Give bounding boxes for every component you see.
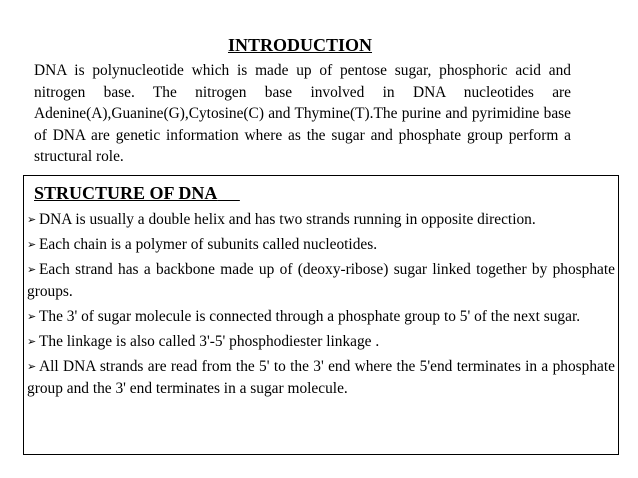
structure-list — [27, 209, 615, 403]
list-item-text: Each chain is a polymer of subunits called nucleotides. — [39, 236, 378, 254]
intro-paragraph: DNA is polynucleotide which is made up of pentose sugar, phosphoric acid and nitrogen base. The nitrogen base involved in DNA nucleotides are Adenine(A),Guanine(G),Cytosine(C) and Thymine(T).The purine and pyrimidine base of DNA are genetic information where as the sugar and phosphate group perform a structural role. — [34, 62, 571, 166]
list-item-text: The linkage is also called 3'-5' phosphodiester linkage . — [39, 332, 380, 350]
list-item — [27, 356, 615, 399]
list-item-text: DNA is usually a double helix and has two strands running in opposite direction. — [39, 211, 536, 228]
structure-section — [23, 175, 619, 455]
list-item-text: All DNA strands are read from the 5' to the 3' end where the 5'end terminates in a phosphate group and the 3' end terminates in a sugar molecule. — [27, 358, 615, 397]
list-item — [27, 259, 615, 302]
arrow-bullet-icon: ➢ — [27, 334, 37, 348]
structure-heading-text: STRUCTURE OF DNA — [34, 183, 218, 203]
list-item — [27, 234, 615, 256]
arrow-bullet-icon: ➢ — [27, 263, 37, 277]
list-item-text: The 3' of sugar molecule is connected through a phosphate group to 5' of the next sugar. — [39, 307, 581, 325]
structure-heading — [34, 182, 240, 204]
intro-heading-text: INTRODUCTION — [227, 35, 373, 55]
arrow-bullet-icon: ➢ — [27, 238, 37, 252]
list-item — [27, 306, 615, 328]
intro-heading — [0, 34, 600, 56]
list-item-text: Each strand has a backbone made up of (deoxy-ribose) sugar linked together by phosphate groups. — [27, 261, 615, 300]
arrow-bullet-icon: ➢ — [27, 213, 37, 226]
arrow-bullet-icon: ➢ — [27, 309, 37, 323]
arrow-bullet-icon: ➢ — [27, 360, 37, 374]
list-item — [27, 209, 615, 231]
list-item — [27, 331, 615, 353]
